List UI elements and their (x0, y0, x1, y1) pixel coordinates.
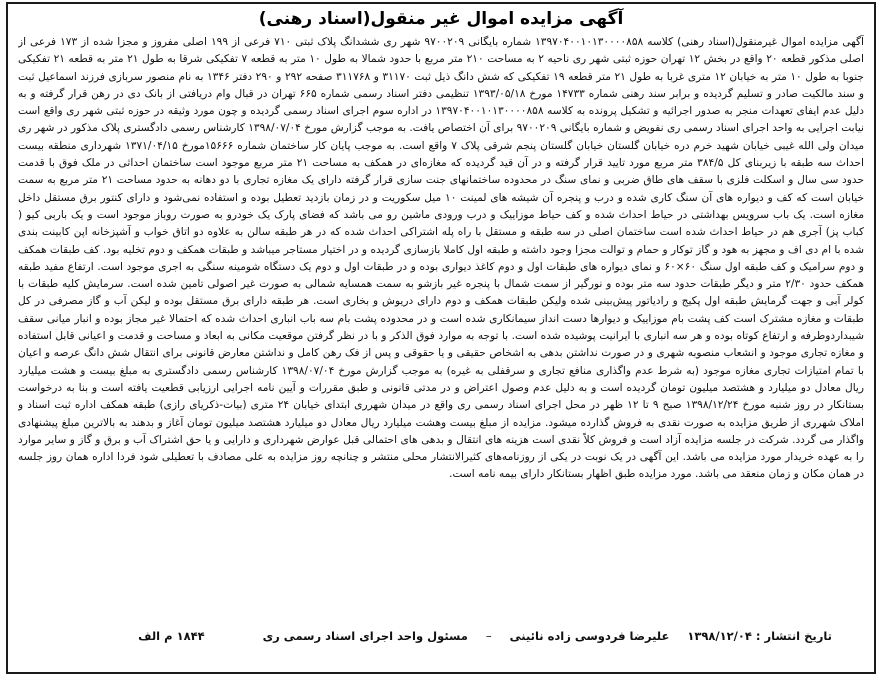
signer-name: علیرضا فردوسی زاده نائینی (509, 629, 670, 643)
title-row (8, 4, 874, 34)
footer-separator: – (485, 629, 492, 643)
notice-body-text: آگهی مزایده اموال غیرمنقول(اسناد رهنی) کلاسه ۱۳۹۷۰۴۰۰۱۰۱۳۰۰۰۰۸۵۸ شماره بایگانی ۹۷۰۰۲۰۹ شهر ری ششدانگ پلاک ثبتی ۷۱۰ فرعی از ۱۹۹ اصلی مفروز و مجزا شده از ۱۷۳ فرعی از اصلی مذکور قطعه ۲۰ واقع در بخش ۱۲ تهران حوزه ثبتی شهر ری ناحیه ۲ به مساحت ۲۱۰ متر مربع با حدود شمالا به طول ۱۰ متر به قطعه ۷ تفکیکی شرقا به طول ۲۱ متر به قطعه ۲۱ تفکیکی جنوبا به طول ۱۰ متر به خیابان ۱۲ متری غربا به طول ۲۱ متر قطعه ۱۹ تفکیکی که شش دانگ ذیل ثبت ۳۱۱۷۰ و ۳۱۱۷۶۸ صفحه ۲۹۲ و ۲۹۰ دفتر ۱۳۴۶ به نام منصور سربازی فرزند اسماعیل ثبت و سند مالکیت صادر و تسلیم گردیده و برابر سند رهنی شماره ۱۴۷۳۳ مورخ ۱۳۹۳/۰۵/۱۸ تنظیمی دفتر اسناد رسمی شماره ۶۶۵ تهران در قبال وام دریافتی از بانک دی در رهن قرار گرفته و به دلیل عدم ایفای تعهدات منجر به صدور اجرائیه و تشکیل پرونده به کلاسه ۱۳۹۷۰۴۰۰۱۰۱۳۰۰۰۰۸۵۸ در اداره سوم اجرای اسناد رسمی گردیده و چون مورد وثیقه در حوزه ثبتی شهر ری واقع است نیابت اجرایی به واحد اجرای اسناد رسمی ری نفویض و شماره بایگانی ۹۷۰۰۲۰۹ برای آن اختصاص یافت. به موجب گزارش مورخ ۱۳۹۸/۰۷/۰۴ کارشناس رسمی دادگستری پلاک مذکور در شهر ری میدان ولی الله غیبی خیابان شهید خرم دره خیابان گلستان خیابان گلستان پنجم شرقی پلاک ۷ واقع است. به موجب پایان کار ساختمان شماره ۱۵۶۶۶مورخ ۱۳۷۱/۰۴/۱۵ شهرداری منطقه بیست احداث سه طبقه با زیربنای کل ۳۸۴/۵ متر مربع مورد تایید قرار گرفته و در آن قید گردیده که مغازه‌ای در همکف به مساحت ۲۱ متر مربع موجود است ساختمان احداثی در ملک فوق با قدمت حدود سی سال و اسکلت فلزی با سقف های طاق ضربی و نمای سنگ در محدوده ساختمانهای جنت سازی قرار گرفته دارای یک مغازه تجاری با دو دهانه به حدود مساحت ۲۱ متر مربع به سمت خیابان است که کف و دیواره های آن سنگ کاری شده و درب و پنجره آن شیشه های لمینت ۱۰ میل سکوریت و در زمان بازدید تعطیل بوده و استفاده نمی‌شود و دارای کنتور برق مستقل داخل مغازه است. یک باب سرویس بهداشتی در حیاط احداث شده و کف حیاط موزاییک و درب ورودی ماشین رو می باشد که فضای پارک یک خودرو به صورت روباز موجود است و یک باربی کیو ( کباب پز) آجری هم در حیاط احداث شده است ساختمان اصلی در سه طبقه و مستقل با راه پله اشتراکی احداث شده که در هر طبقه سالن به علاوه دو اتاق خواب و آشپزخانه اپن کابینت بندی شده با ام دی اف و مجهز به هود و گاز توکار و حمام و توالت مجزا وجود داشته و طبقه اول کاملا بازسازی گردیده و در اختیار مستاجر میباشد و طبقات همکف و دوم تخلیه بود. کف طبقات همکف و دوم سرامیک و کف طبقه اول سنگ ۶۰×۶۰ و نمای دیواره های طبقات اول و دوم کاغذ دیواری بوده و در طبقات اول و دوم یک دستگاه شومینه سنگی به اجری موجود است. ارتفاع مفید طبقه همکف حدود ۲/۳۰ متر و دیگر طبقات حدود سه متر بوده و نورگیر از سمت شمال با پنجره غیر بازشو به سمت همسایه شمالی به صورت غیر اصولی تامین شده است. سرمایش کلیه طبقات با کولر آبی و جهت گرمایش طبقه اول پکیج و رادیاتور پیش‌بینی شده ولیکن طبقات همکف و دوم دارای دریوش و بخاری است. هر طبقه دارای برق مستقل بوده و لیکن آب و گاز مصرفی در کل طبقات و مغازه مشترک است کف پشت بام موزاییک و دیوارها دست انداز سیمانکاری شده است و در محدوده پشت بام سه باب انباری احداث شده که احتمالا غیر مجاز بوده و انبار میانی سقف شیبداردوطرفه و ارتفاع کوتاه بوده و هر سه انباری با ایرانیت پوشیده شده است. با توجه به موارد فوق الذکر و با در نظر گرفتن موقعیت مکانی به ابعاد و مساحت و قدمت و اعیانی قابل استفاده و مغازه تجاری موجود و انشعاب منصوبه شهری و در صورت نداشتن بدهی به اشخاص حقیقی و یا حقوقی و پس از فک رهن کامل و نداشتن معارض قانونی برای انتقال شش دانگ عرصه و اعیان با تمام امتیازات تجاری مغازه موجود (به شرط عدم واگذاری منافع تجاری و سرقفلی به غیره) به موجب گزارش مورخ ۱۳۹۸/۰۷/۰۴ کارشناس رسمی دادگستری به مبلغ بیست و هشت میلیارد ریال معادل دو میلیارد و هشتصد میلیون تومان گردیده است و به دلیل عدم وصول اعتراض و در مدتی قانونی و طبق مقررات و آیین نامه اجرایی ارزیابی قطعیت یافته است و بنا به درخواست بستانکار در روز شنبه مورخ ۱۳۹۸/۱۲/۲۴ صبح ۹ تا ۱۲ ظهر در محل اجرای اسناد رسمی ری واقع در میدان شهرری ابتدای خیابان ۲۴ متری (بیات-ذکریای رازی) طبقه همکف اداره ثبت اسناد و املاک شهرری از طریق مزایده به صورت نقدی به فروش گذارده میشود. مزایده از مبلغ بیست وهشت میلیارد ریال معادل دو میلیارد هشتصد میلیون تومان آغاز و بدهند به بالاترین مبلغ پیشنهادی واگذار می گردد. شرکت در جلسه مزایده آزاد است و فروش کلاً نقدی است هزینه های انتقال و بدهی های احتمالی قبل عوارض شهرداری و دارایی و یا حق اشتراک آب و برق و گاز و سایر موارد را به عهده خریدار مورد مزایده می باشد. این آگهی در یک نوبت در یکی از روزنامه‌های کثیرالانتشار محلی منتشر و چنانچه روز مزایده به علی مصادف با تعطیلی شود فردا اداره همان روز جلسه در همان مکان و زمان منعقد می باشد. مورد مزایده طبق اظهار بستانکار دارای بیمه نامه است. (18, 36, 864, 481)
notice-code: ۱۸۴۴ م الف (138, 629, 205, 643)
footer-line (18, 626, 864, 646)
notice-title: آگهی مزایده اموال غیر منقول(اسناد رهنی) (258, 9, 624, 29)
notice-body (18, 34, 864, 620)
notice-frame (6, 2, 876, 674)
publish-date: تاریخ انتشار : ۱۳۹۸/۱۲/۰۴ (687, 629, 832, 643)
office-title: مسئول واحد اجرای اسناد رسمی ری (262, 629, 468, 643)
notice-footer (18, 626, 864, 668)
